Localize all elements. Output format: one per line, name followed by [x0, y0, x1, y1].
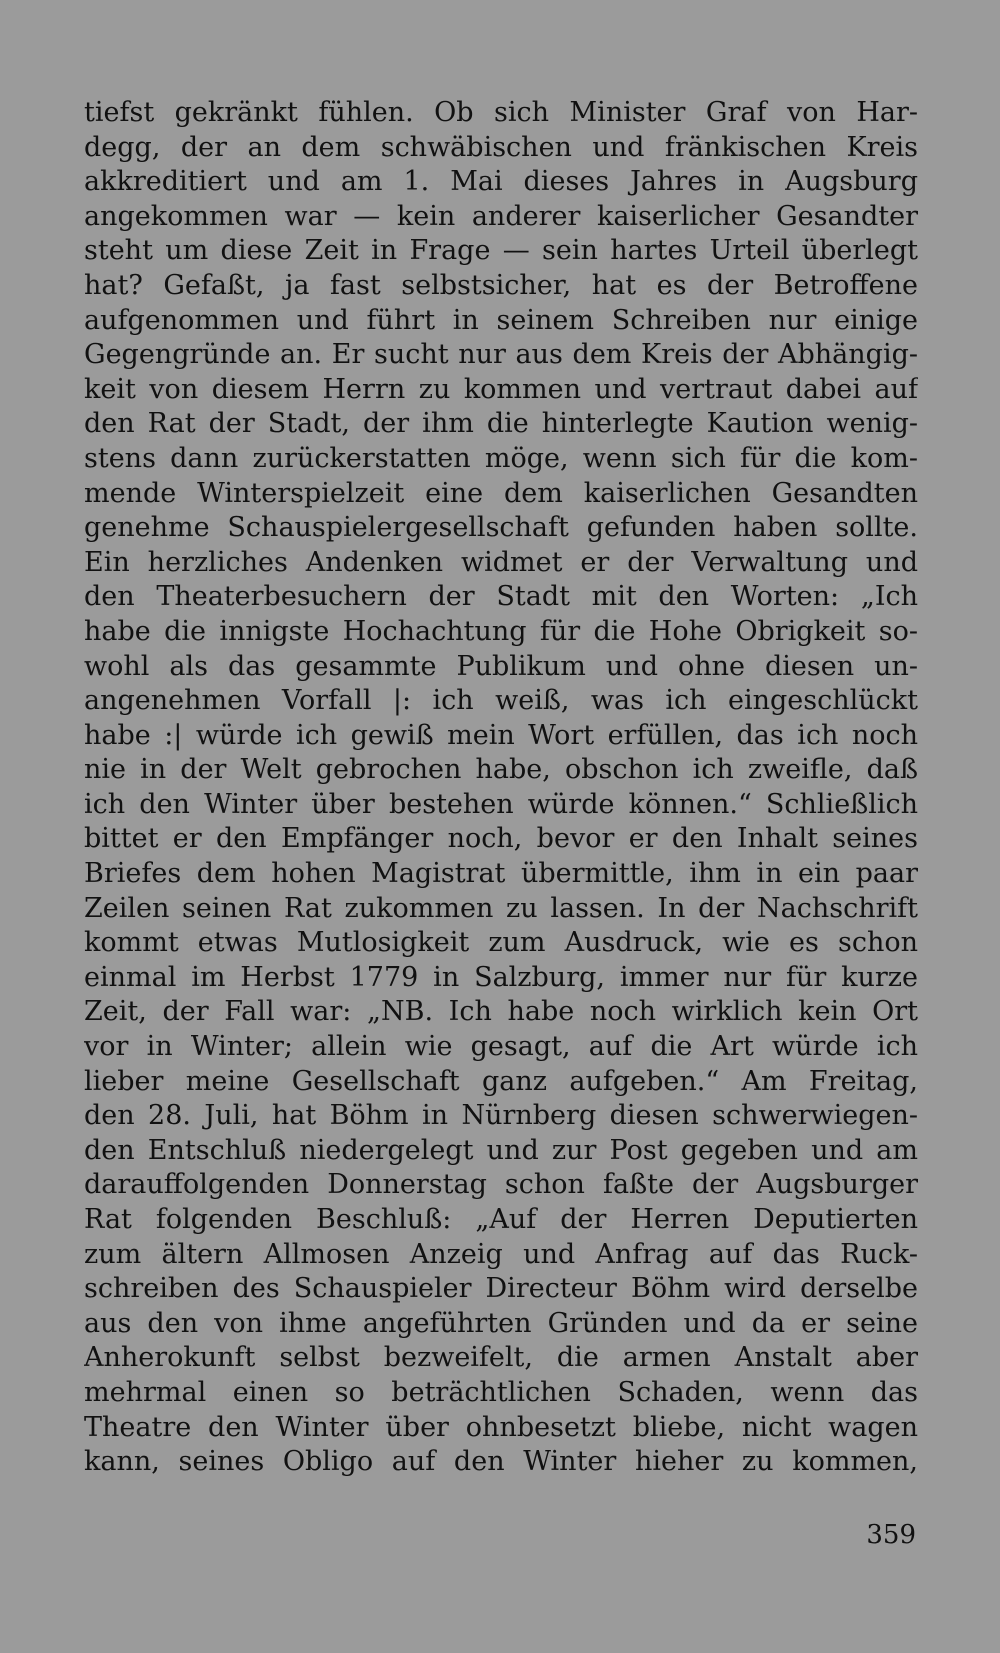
text-line: genehme Schauspielergesellschaft gefunden haben sollte. [84, 512, 918, 544]
text-line: keit von diesem Herrn zu kommen und vertraut dabei auf [84, 373, 918, 405]
text-line: nie in der Welt gebrochen habe, obschon ich zweifle, daß [84, 754, 918, 786]
text-line: habe :| würde ich gewiß mein Wort erfüllen, das ich noch [84, 719, 918, 751]
text-line: Zeilen seinen Rat zukommen zu lassen. In der Nachschrift [84, 892, 918, 924]
text-line: stens dann zurückerstatten möge, wenn sich für die kom- [84, 442, 918, 474]
text-line: den 28. Juli, hat Böhm in Nürnberg diesen schwerwiegen- [84, 1100, 918, 1132]
text-line: Gegengründe an. Er sucht nur aus dem Kreis der Abhängig- [84, 339, 918, 371]
text-line: schreiben des Schauspieler Directeur Böhm wird derselbe [84, 1273, 918, 1305]
text-line: vor in Winter; allein wie gesagt, auf die Art würde ich [84, 1031, 918, 1063]
text-line: Ein herzliches Andenken widmet er der Verwaltung und [84, 546, 918, 578]
text-line: bittet er den Empfänger noch, bevor er den Inhalt seines [84, 823, 918, 855]
text-line: den Theaterbesuchern der Stadt mit den Worten: „Ich [84, 581, 918, 613]
text-line: Zeit, der Fall war: „NB. Ich habe noch wirklich kein Ort [84, 996, 918, 1028]
text-line: einmal im Herbst 1779 in Salzburg, immer nur für kurze [84, 961, 918, 993]
text-line: mende Winterspielzeit eine dem kaiserlichen Gesandten [84, 477, 918, 509]
page-number: 359 [866, 1520, 916, 1550]
text-line: ich den Winter über bestehen würde können.“ Schließlich [84, 788, 918, 820]
text-line: angekommen war — kein anderer kaiserlicher Gesandter [84, 200, 918, 232]
text-line: tiefst gekränkt fühlen. Ob sich Minister Graf von Har- [84, 97, 918, 128]
text-line: aus den von ihme angeführten Gründen und da er seine [84, 1307, 918, 1339]
text-line: Anherokunft selbst bezweifelt, die armen Anstalt aber [84, 1342, 918, 1374]
text-line: Rat folgenden Beschluß: „Auf der Herren Deputierten [84, 1204, 918, 1235]
text-line: zum ältern Allmosen Anzeig und Anfrag auf das Ruck- [84, 1238, 918, 1270]
text-line: aufgenommen und führt in seinem Schreiben nur einige [84, 304, 918, 336]
body-text [84, 96, 918, 1480]
text-line: wohl als das gesammte Publikum und ohne diesen un- [84, 650, 918, 682]
text-line: Theatre den Winter über ohnbesetzt bliebe, nicht wagen [84, 1411, 918, 1443]
text-line: hat? Gefaßt, ja fast selbstsicher, hat es der Betroffene [84, 269, 918, 301]
text-line: habe die innigste Hochachtung für die Hohe Obrigkeit so- [84, 615, 918, 647]
text-line: den Rat der Stadt, der ihm die hinterlegte Kaution wenig- [84, 408, 918, 440]
text-line: Briefes dem hohen Magistrat übermittle, ihm in ein paar [84, 858, 918, 890]
text-line: mehrmal einen so beträchtlichen Schaden, wenn das [84, 1376, 918, 1408]
text-line: kommt etwas Mutlosigkeit zum Ausdruck, wie es schon [84, 927, 918, 959]
text-line: lieber meine Gesellschaft ganz aufgeben.“ Am Freitag, [84, 1065, 918, 1097]
text-line: akkreditiert und am 1. Mai dieses Jahres in Augsburg [84, 166, 918, 198]
text-line: darauffolgenden Donnerstag schon faßte der Augsburger [84, 1169, 918, 1201]
text-line: den Entschluß niedergelegt und zur Post gegeben und am [84, 1134, 918, 1166]
text-line: angenehmen Vorfall |: ich weiß, was ich eingeschlückt [84, 685, 918, 717]
text-line: degg, der an dem schwäbischen und fränkischen Kreis [84, 131, 918, 163]
text-line: steht um diese Zeit in Frage — sein hartes Urteil überlegt [84, 235, 918, 267]
text-line: kann, seines Obligo auf den Winter hieher zu kommen, [84, 1446, 918, 1478]
